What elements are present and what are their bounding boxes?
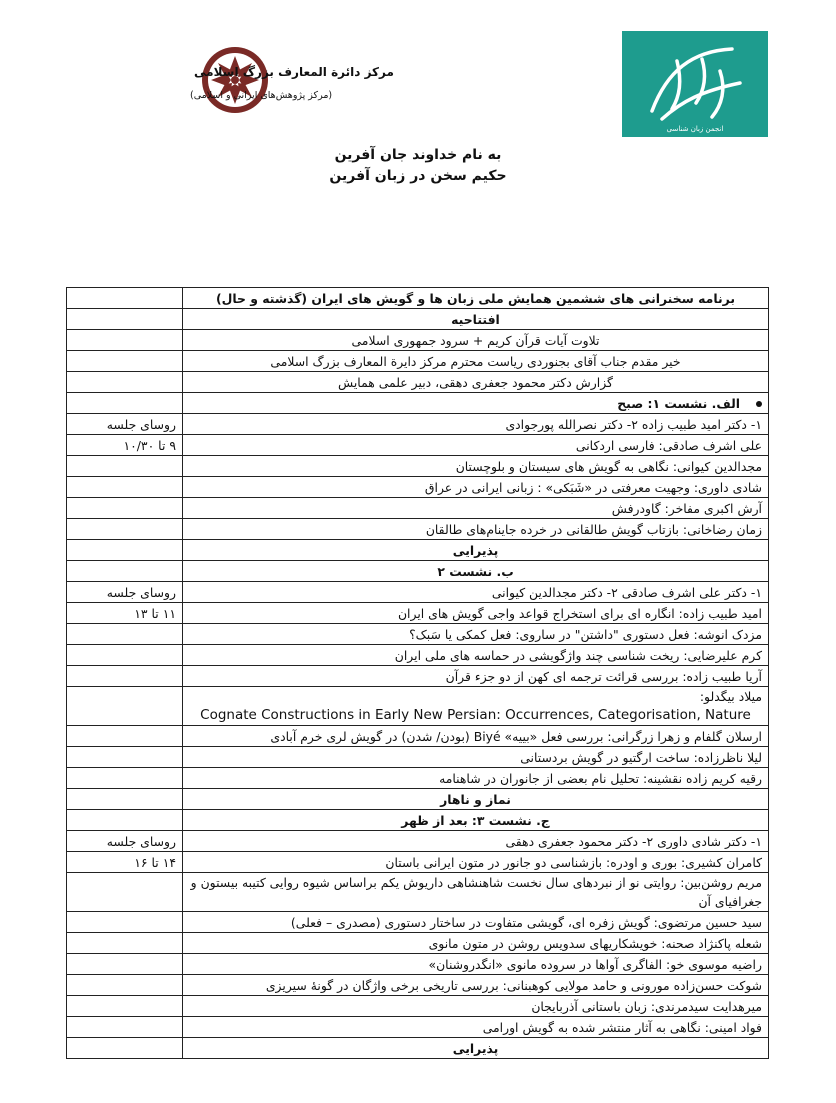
- speaker-name: میلاد بیگدلو:: [699, 689, 762, 704]
- program-row-side: [67, 393, 183, 414]
- program-row-content: مجدالدین کیوانی: نگاهی به گویش های سیستان و بلوچستان: [183, 456, 769, 477]
- program-row-content: ۱- دکتر امید طبیب زاده ۲- دکتر نصرالله پورجوادی: [183, 414, 769, 435]
- program-row: [67, 561, 769, 582]
- program-row-content: میرهدایت سیدمرندی: زبان باستانی آذربایجان: [183, 996, 769, 1017]
- program-row-content: آریا طبیب زاده: بررسی قرائت ترجمه ای کهن از دو جزء قرآن: [183, 666, 769, 687]
- program-row-content: پذیرایی: [183, 1038, 769, 1059]
- program-row-side: [67, 666, 183, 687]
- program-row-content: آرش اکبری مفاخر: گاودرفش: [183, 498, 769, 519]
- program-row: [67, 687, 769, 726]
- invocation-line-1: به نام خداوند جان آفرين: [334, 147, 502, 163]
- program-row: [67, 645, 769, 666]
- program-row-content: مزدک انوشه: فعل دستوری "داشتن" در ساروی: فعل کمکی یا سَبک؟: [183, 624, 769, 645]
- program-row: [67, 933, 769, 954]
- program-row: [67, 852, 769, 873]
- program-row-side: [67, 540, 183, 561]
- program-row: [67, 498, 769, 519]
- program-row-side: ۱۴ تا ۱۶: [67, 852, 183, 873]
- program-row-content: مریم روشن‌بین: روایتی نو از نبردهای سال نخست شاهنشاهی داریوش یکم براساس شیوه روایی کتیبه بیستون و جغرافیای آن: [183, 873, 769, 912]
- program-row-side: [67, 561, 183, 582]
- program-row: [67, 768, 769, 789]
- program-row-content: ب. نشست ۲: [183, 561, 769, 582]
- program-row: [67, 912, 769, 933]
- program-row-content: پذیرایی: [183, 540, 769, 561]
- program-row-side: [67, 726, 183, 747]
- program-row-side: [67, 747, 183, 768]
- program-row-side: [67, 351, 183, 372]
- program-row: [67, 393, 769, 414]
- program-row-content: تلاوت آیات قرآن کریم + سرود جمهوری اسلامی: [183, 330, 769, 351]
- program-table: [66, 287, 769, 1059]
- calligraphy-icon: [652, 49, 740, 119]
- program-row: [67, 1038, 769, 1059]
- rosette-emblem-icon: [202, 47, 268, 113]
- program-row: [67, 624, 769, 645]
- program-row-content: خیر مقدم جناب آقای بجنوردی ریاست محترم مرکز دایرة المعارف بزرگ اسلامی: [183, 351, 769, 372]
- program-row-side: [67, 768, 183, 789]
- program-row-side: [67, 912, 183, 933]
- invocation-line-2: حکیم سخن در زبان آفرين: [329, 168, 507, 184]
- program-row: [67, 582, 769, 603]
- program-row: [67, 330, 769, 351]
- program-row-side: [67, 1017, 183, 1038]
- program-row: [67, 477, 769, 498]
- program-row-side: [67, 975, 183, 996]
- program-row-side: [67, 624, 183, 645]
- institution-subname: (مرکز پژوهش‌های ایرانی و اسلامی): [190, 90, 333, 101]
- program-row: [67, 309, 769, 330]
- program-row-content: ۱- دکتر علی اشرف صادقی ۲- دکتر مجدالدین کیوانی: [183, 582, 769, 603]
- association-logo: [622, 31, 768, 137]
- program-row: [67, 1017, 769, 1038]
- session-title: الف. نشست ۱: صبح: [617, 395, 740, 411]
- program-row-content: لیلا ناظرزاده: ساخت ارگتیو در گویش بردستانی: [183, 747, 769, 768]
- program-row-content: فواد امینی: نگاهی به آثار منتشر شده به گویش اورامی: [183, 1017, 769, 1038]
- association-name: انجمن زبان شناسی: [666, 125, 724, 133]
- program-row: [67, 726, 769, 747]
- program-row-side: [67, 810, 183, 831]
- bullet-icon: [756, 401, 762, 407]
- program-row: [67, 831, 769, 852]
- program-row-content: زمان رضاخانی: بازتاب گویش طالقانی در خرده جاینام‌های طالقان: [183, 519, 769, 540]
- program-row-side: [67, 645, 183, 666]
- program-row-content: شوکت حسن‌زاده مورونی و حامد مولایی کوهبنانی: بررسی تاریخی برخی واژگان در گونهٔ سیریزی: [183, 975, 769, 996]
- program-row: [67, 873, 769, 912]
- program-row: [67, 456, 769, 477]
- english-talk-title: Cognate Constructions in Early New Persian: Occurrences, Categorisation, Nature: [200, 707, 751, 723]
- program-row-content: [183, 393, 769, 414]
- program-row-content: شادی داوری: وجهیت معرفتی در «شَبَکی» : زبانی ایرانی در عراق: [183, 477, 769, 498]
- program-row-side: ۱۱ تا ۱۳: [67, 603, 183, 624]
- program-row: [67, 975, 769, 996]
- program-row-side: [67, 687, 183, 726]
- program-row-content: سید حسین مرتضوی: گویش زفره ای، گویشی متفاوت در ساختار دستوری (مصدری – فعلی): [183, 912, 769, 933]
- program-row: [67, 540, 769, 561]
- program-row-content: افتتاحیه: [183, 309, 769, 330]
- program-row: [67, 996, 769, 1017]
- program-row: [67, 666, 769, 687]
- program-row-content: راضیه موسوی خو: الفاگری آواها در سروده مانوی «انگدروشنان»: [183, 954, 769, 975]
- program-row: [67, 519, 769, 540]
- program-row-side: [67, 996, 183, 1017]
- program-row-content: ارسلان گلفام و زهرا زرگرانی: بررسی فعل «بییه» Biyé (بودن/ شدن) در گویش لری خرم آبادی: [183, 726, 769, 747]
- program-row-content: گزارش دکتر محمود جعفری دهقی، دبیر علمی همایش: [183, 372, 769, 393]
- program-row-side: روسای جلسه: [67, 582, 183, 603]
- program-row-side: [67, 456, 183, 477]
- program-row-side: [67, 1038, 183, 1059]
- program-row-side: روسای جلسه: [67, 831, 183, 852]
- institution-logo: [80, 38, 394, 124]
- program-row-side: [67, 477, 183, 498]
- program-row-side: [67, 789, 183, 810]
- program-row-side: [67, 372, 183, 393]
- program-row: [67, 288, 769, 309]
- program-row-side: ۹ تا ۱۰/۳۰: [67, 435, 183, 456]
- program-row: [67, 789, 769, 810]
- program-row-content: برنامه سخنرانی های ششمین همایش ملی زبان ها و گویش های ایران (گذشته و حال): [183, 288, 769, 309]
- program-row: [67, 603, 769, 624]
- program-row-content: نماز و ناهار: [183, 789, 769, 810]
- program-row: [67, 351, 769, 372]
- program-row-content: ج. نشست ۳: بعد از ظهر: [183, 810, 769, 831]
- program-row-content: کرم علیرضایی: ریخت شناسی چند واژگویشی در حماسه های ملی ایران: [183, 645, 769, 666]
- program-row: [67, 954, 769, 975]
- program-row-side: [67, 498, 183, 519]
- program-row-side: [67, 519, 183, 540]
- program-row-content: [183, 687, 769, 726]
- program-row-side: [67, 933, 183, 954]
- program-row: [67, 435, 769, 456]
- program-row-side: [67, 309, 183, 330]
- program-row-content: ۱- دکتر شادی داوری ۲- دکتر محمود جعفری دهقی: [183, 831, 769, 852]
- program-row-side: روسای جلسه: [67, 414, 183, 435]
- program-row: [67, 747, 769, 768]
- program-row-side: [67, 873, 183, 912]
- program-row-content: رقیه کریم زاده نقشینه: تحلیل نام بعضی از جانوران در شاهنامه: [183, 768, 769, 789]
- program-row-content: علی اشرف صادقی: فارسی اردکانی: [183, 435, 769, 456]
- institution-name: مرکز دائرة المعارف بزرگ اسلامی: [194, 65, 394, 79]
- program-row-side: [67, 288, 183, 309]
- program-row-content: شعله پاکنژاد صحنه: خویشکاریهای سدویس روشن در متون مانوی: [183, 933, 769, 954]
- program-row-side: [67, 954, 183, 975]
- program-row-content: امید طبیب زاده: انگاره ای برای استخراج قواعد واجی گویش های ایران: [183, 603, 769, 624]
- program-row-side: [67, 330, 183, 351]
- program-row-content: کامران کشیری: بوری و اودره: بازشناسی دو جانور در متون ایرانی باستان: [183, 852, 769, 873]
- program-row: [67, 372, 769, 393]
- program-row: [67, 810, 769, 831]
- program-row: [67, 414, 769, 435]
